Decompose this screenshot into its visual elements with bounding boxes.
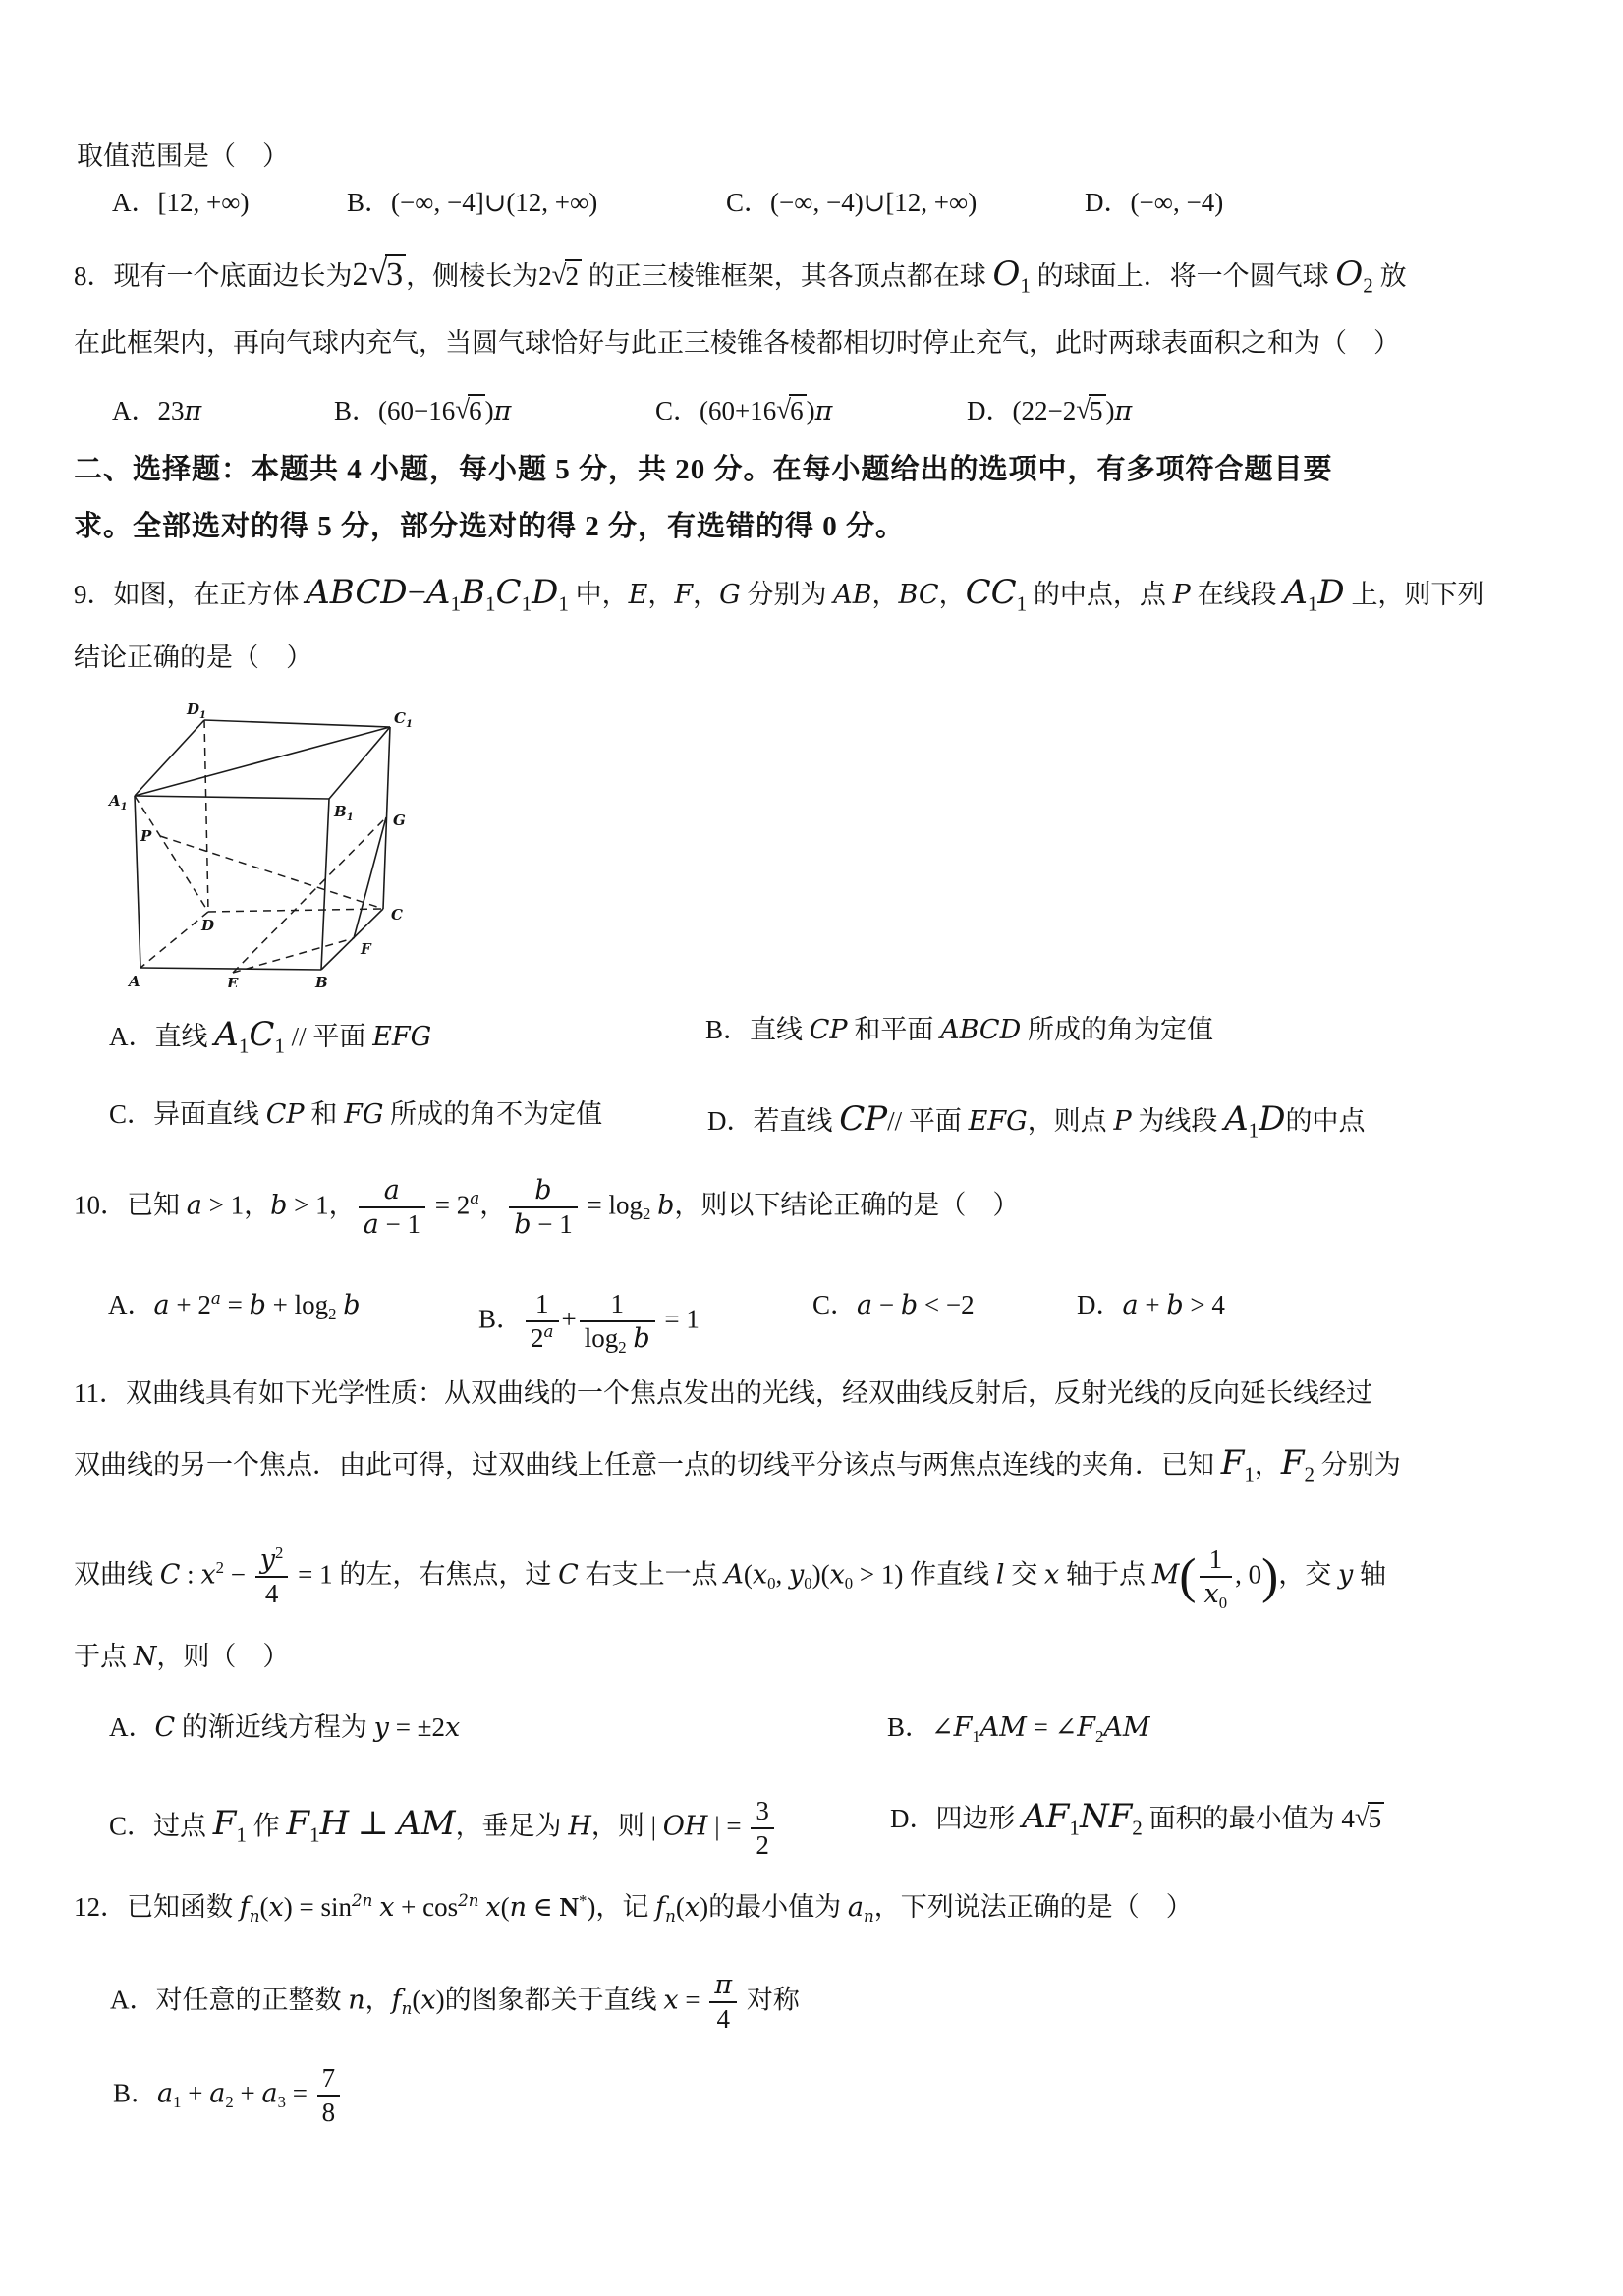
q11-option-c: C．过点 $F_1$ 作 $F_1H$ ⊥ AM，垂足为 H，则 | OH | = $\frac{3}{2}$ [109,1796,777,1861]
subscript: 1 [485,591,496,616]
subscript: 1 [558,591,569,616]
large-math-group [992,254,1031,298]
q8-option-b: B．(60−16√6 )π [334,394,512,426]
q11-option-a: A．C 的渐近线方程为 y = ±2x [109,1712,461,1743]
subscript: 1 [450,591,461,616]
subscript: 1 [238,1034,250,1058]
q11-option-d: D．四边形 $AF_1NF_2$ 面积的最小值为 4√5 [890,1796,1384,1839]
math-identifier: ABCD [306,573,408,612]
math-identifier: b [249,1290,266,1320]
math-identifier: y [259,1544,276,1575]
vertex-label-g: G [393,812,406,829]
q9-option-c: C．异面直线 CP 和 FG 所成的角不为定值 [109,1099,603,1130]
fraction: $\frac{7}{8}$ [317,2063,341,2128]
math-identifier: a [157,2078,174,2109]
vertex-label-b: B [315,974,328,987]
edge-a1b1 [135,796,329,799]
large-math-group [1335,254,1373,298]
superscript: 2 [215,1558,225,1578]
edge-d1d-hidden [204,720,208,912]
math-identifier: CP [265,1099,305,1130]
math-identifier: a [209,2078,226,2109]
subscript: 1 [1069,1816,1080,1840]
math-identifier: F [1077,1712,1095,1743]
math-identifier: EFG [372,1022,432,1052]
fraction: $\frac{1}{\log_2 b}$ [580,1289,655,1354]
q7-option-d: D．(−∞, −4) [1085,188,1224,217]
fraction: $\frac{y^2}{4}$ [255,1544,289,1609]
subscript: 1 [1020,273,1031,298]
superscript: a [470,1188,480,1208]
math-identifier: a [153,1290,170,1320]
subscript: 2 [642,1204,651,1224]
fraction: $\frac{\pi}{4}$ [709,1970,737,2035]
math-identifier: a [363,1209,379,1241]
math-identifier: π [493,396,512,426]
math-identifier: F [1220,1443,1245,1483]
math-identifier: NF [1079,1797,1133,1836]
math-identifier: b [657,1190,675,1221]
large-math-group [839,1101,887,1138]
superscript: 2 [275,1542,284,1562]
math-identifier: π [1114,396,1133,426]
math-identifier: π [184,396,202,426]
q9-options-row-2 [0,1098,1623,1142]
math-identifier: a [847,1892,864,1923]
math-identifier: A [1283,573,1308,612]
radical: √5 [1355,1804,1384,1833]
q7-stem-line: 取值范围是（ ） [77,141,289,171]
radical: √6 [455,396,484,425]
q11-option-b: B．$\angle F_1AM$ = $\angle F_2AM$ [887,1712,1150,1746]
diagonal-a1c1 [135,727,390,796]
fraction: $\frac{3}{2}$ [751,1796,774,1861]
math-identifier: G [719,580,741,610]
superscript: a [210,1287,221,1308]
math-identifier: π [714,1970,733,2000]
edge-a1d1 [135,720,204,796]
math-identifier: F [212,1804,237,1844]
q10-stem-line: 10．已知 a > 1，b > 1， $\frac{a}{a - 1}$ = $2^a$， $\frac{b}{b - 1}$ = $\log_2 b$，则以下结论正确的是（ ） [74,1175,1020,1241]
large-math-group [965,573,1028,616]
math-identifier: x [444,1712,461,1743]
math-identifier: AM [397,1804,456,1844]
fraction: $\frac{1}{2^a}$ [526,1289,558,1354]
math-identifier: A [1224,1099,1249,1139]
large-math-group [1280,1443,1315,1486]
large-math-group [1283,573,1345,616]
subscript: n [863,1905,874,1926]
math-identifier: y [1337,1559,1354,1591]
edge-ab [140,968,321,970]
math-identifier: ABCD [940,1015,1022,1045]
math-identifier: D [1317,573,1345,612]
math-identifier: a [383,1175,400,1205]
segment-fg [354,817,386,938]
math-identifier: x [663,1985,679,2016]
math-identifier: AM [1103,1712,1150,1743]
superscript: * [578,1890,588,1910]
math-identifier: π [814,396,833,426]
math-identifier: A [214,1015,239,1054]
q7-option-c: C．(−∞, −4)∪[12, +∞) [726,188,978,217]
section-2-header-line-1: 二、选择题：本题共 4 小题，每小题 5 分，共 20 分。在每小题给出的选项中，有多项符合题目要 [74,454,1333,485]
math-identifier: AF [1022,1797,1070,1836]
math-identifier: CC [965,573,1017,612]
math-identifier: O [992,254,1021,294]
math-identifier: D [532,573,559,612]
large-math-group [1224,1099,1286,1143]
q10-options-row [0,1287,1623,1357]
math-identifier: x [829,1559,845,1591]
q10-option-c: C．a − b < −2 [812,1290,975,1320]
subscript: 0 [844,1574,854,1594]
q9-option-d: D．若直线 CP// 平面 EFG，则点 P 为线段 $A_1D$的中点 [707,1099,1366,1143]
subscript: 2 [1095,1726,1104,1746]
math-identifier: x [1203,1579,1219,1610]
math-identifier: E [628,580,648,610]
subscript: 1 [521,591,532,616]
q10-option-b: B． $\frac{1}{2^a}$ + $\frac{1}{\log_2 b}$ = 1 [478,1289,700,1357]
math-identifier: f [391,1985,402,2016]
math-identifier: a [186,1190,202,1221]
math-identifier: b [633,1323,650,1355]
math-identifier: b [270,1190,288,1221]
subscript: 1 [274,1034,285,1058]
math-identifier: H [319,1804,350,1844]
math-identifier: a [261,2078,278,2109]
subscript: 2 [618,1337,627,1357]
math-identifier: CP [839,1099,888,1139]
big-paren: ) [1261,1547,1279,1604]
subscript: 1 [1244,1462,1255,1486]
subscript: 1 [1307,591,1318,616]
math-identifier: P [1172,580,1191,610]
math-identifier: F [674,580,694,610]
q12-option-a: A．对任意的正整数 n，$f_n(x)$的图象都关于直线 x = $\frac{\pi}{4}$ 对称 [110,1970,800,2035]
vertex-label-d: D [201,917,215,934]
math-identifier: x [420,1985,436,2016]
q11-options-row-2 [0,1796,1623,1861]
math-identifier: x [485,1892,501,1923]
math-identifier: B [461,573,485,612]
vertex-label-b1: $B_1$ [334,803,354,823]
math-identifier: M [1151,1559,1180,1591]
math-identifier: C [159,1559,181,1591]
math-identifier: D [1259,1099,1286,1139]
fraction: $\frac{1}{x_0}$ [1200,1544,1233,1609]
math-identifier: n [348,1985,365,2016]
math-identifier: x [200,1559,216,1591]
q7-option-a: A．[12, +∞) [112,188,250,217]
q11-stem-line-1: 11．双曲线具有如下光学性质：从双曲线的一个焦点发出的光线，经双曲线反射后，反射光线的反向延长线经过 [74,1378,1372,1408]
q11-stem-line-4: 于点 N，则（ ） [74,1642,290,1672]
math-identifier: x [752,1559,768,1591]
subscript: 1 [173,2093,182,2112]
math-identifier: b [534,1175,552,1205]
math-identifier: BC [898,580,939,610]
q11-stem-line-3: 双曲线 C : $x^2$ − $\frac{y^2}{4}$ = 1 的左，右焦点，过 C 右支上一点 $A(x_0$, $y_0)(x_0 > 1)$ 作直线 l 交 x 轴于点 M( $\frac{1}{x_0}$ , 0)，交 y 轴 [74,1542,1386,1612]
fraction: $\frac{b}{b - 1}$ [509,1175,578,1240]
math-identifier: b [514,1209,532,1241]
radical: √3 [369,256,407,293]
q7-option-b: B．(−∞, −4]∪(12, +∞) [347,188,598,217]
math-identifier: F [1280,1443,1305,1483]
math-identifier: x [268,1892,284,1923]
subscript: 1 [972,1726,980,1746]
math-identifier: AB [833,580,872,610]
math-identifier: l [995,1559,1005,1591]
segment-pc-hidden [160,836,383,909]
math-identifier: C [558,1559,579,1591]
math-identifier: EFG [968,1106,1028,1137]
math-identifier: x [379,1892,395,1923]
math-identifier: O [1335,254,1364,294]
math-identifier: b [343,1290,361,1320]
subscript: 2 [225,2093,234,2112]
radical: √6 [776,396,806,425]
math-identifier: x [1044,1559,1060,1591]
q10-option-d: D．a + b > 4 [1077,1290,1225,1320]
section-2-header-line-2: 求。全部选对的得 5 分，部分选对的得 2 分，有选错的得 0 分。 [74,511,906,542]
math-identifier: f [239,1892,250,1923]
large-math-group [212,1804,247,1847]
math-identifier: C [154,1712,176,1743]
edge-c1b1 [329,727,390,799]
large-math-group: $F_1H$ ⊥ AM [286,1804,456,1847]
subscript: 0 [1218,1593,1228,1612]
bold-symbol: N [559,1892,579,1922]
edge-da-hidden [140,912,208,968]
superscript: 2n [458,1889,479,1910]
math-identifier: a [857,1290,873,1320]
math-identifier: a [1122,1290,1139,1320]
q9-options-row-1 [0,1014,1623,1057]
math-identifier: A [724,1559,744,1591]
large-math-group [214,1015,285,1058]
q8-options-row [0,395,1623,438]
q9-option-b: B．直线 CP 和平面 ABCD 所成的角为定值 [705,1015,1213,1045]
q11-options-row-1 [0,1711,1623,1755]
math-identifier: f [655,1892,666,1923]
math-identifier: FG [344,1099,384,1130]
point-label-p: P [140,827,152,845]
superscript: a [543,1321,554,1342]
subscript: n [665,1905,676,1926]
q7-options-row [0,187,1623,230]
edge-aa1 [135,796,140,968]
math-identifier: CP [809,1015,848,1045]
math-identifier: F [953,1712,973,1743]
large-math-group [1022,1797,1143,1840]
math-identifier: H [568,1811,591,1842]
superscript: 2n [352,1889,373,1910]
fraction: $\frac{a}{a - 1}$ [359,1175,425,1240]
q8-option-d: D．(22−2√5 )π [967,394,1133,426]
large-math-group: $ABCD-A_1B_1C_1D_1$ [306,573,569,616]
subscript: 0 [767,1574,776,1594]
subscript: 3 [277,2093,286,2112]
subscript: 1 [1016,591,1028,616]
subscript: 1 [236,1822,247,1847]
radical: √2 [552,261,582,291]
subscript: 0 [804,1574,812,1594]
q9-stem-line-2: 结论正确的是（ ） [74,643,312,672]
edge-bb1 [321,799,329,970]
subscript: 2 [328,1304,337,1323]
large-math-group [1220,1443,1255,1486]
q11-stem-line-2: 双曲线的另一个焦点．由此可得，过双曲线上任意一点的切线平分该点与两焦点连线的夹角．已知 $F_1$，$F_2$ 分别为 [74,1443,1401,1486]
vertex-label-f: F [361,940,371,958]
math-identifier: y [373,1712,389,1743]
subscript: n [249,1905,260,1926]
subscript: 2 [1304,1462,1315,1486]
math-identifier: N [133,1642,157,1672]
math-identifier: OH [662,1811,708,1842]
subscript: 2 [1363,273,1373,298]
vertex-label-c1: $C_1$ [394,709,413,730]
q8-option-c: C．(60+16√6 )π [655,394,833,426]
math-identifier: C [249,1015,275,1054]
math-identifier: n [509,1892,527,1923]
large-math-group: 2√3 [353,256,407,293]
edge-d1c1 [204,720,390,727]
q9-stem-line-1: 9．如图，在正方体 $ABCD-A_1B_1C_1D_1$ 中，E，F，G 分别为 AB，BC，$CC_1$ 的中点，点 P 在线段 $A_1D$ 上，则下列 [74,573,1484,616]
subscript: 1 [309,1822,320,1847]
big-paren: ( [1179,1547,1197,1604]
math-identifier: P [1113,1106,1132,1137]
math-identifier: C [495,573,522,612]
q9-option-a: A．直线 $A_1C_1$ // 平面 EFG [109,1015,432,1058]
math-identifier: y [788,1559,805,1591]
math-identifier: b [900,1290,919,1320]
math-identifier: F [286,1804,309,1844]
radical: √5 [1076,396,1105,425]
vertex-label-a1: $A_1$ [109,792,128,812]
math-identifier: AM [979,1712,1027,1743]
q10-option-a: A．$a + 2^a = b + \log_2 b$ [108,1287,361,1323]
q8-stem-line-1: 8．现有一个底面边长为2√3 ，侧棱长为2√2 的正三棱锥框架，其各顶点都在球 $O_1$ 的球面上．将一个圆气球 $O_2$ 放 [74,253,1407,298]
q8-stem-line-2: 在此框架内，再向气球内充气，当圆气球恰好与此正三棱锥各棱都相切时停止充气，此时两球表面积之和为（ ） [74,328,1400,358]
vertex-label-e: E [227,975,239,987]
vertex-label-a: A [129,973,140,987]
diagonal-a1d-hidden [135,796,208,912]
cube-figure [93,688,413,987]
subscript: 2 [1132,1816,1143,1840]
vertex-label-c: C [391,906,403,924]
math-identifier: b [1166,1290,1184,1320]
subscript: 1 [1248,1118,1259,1143]
math-identifier: A [425,573,451,612]
vertex-label-d1: $D_1$ [187,700,206,721]
q12-stem-line: 12．已知函数 $f_n(x) = \sin^{2n} x + \cos^{2n} x(n$ ∈ N*)，记 $f_n(x)$的最小值为 $a_n$，下列说法正确的是（ ） [74,1889,1193,1926]
q12-option-b: B．$a_1 + a_2 + a_3$ = $\frac{7}{8}$ [113,2063,343,2128]
q8-option-a: A．23π [112,396,202,426]
subscript: n [401,1998,413,2019]
math-identifier: x [684,1892,700,1923]
